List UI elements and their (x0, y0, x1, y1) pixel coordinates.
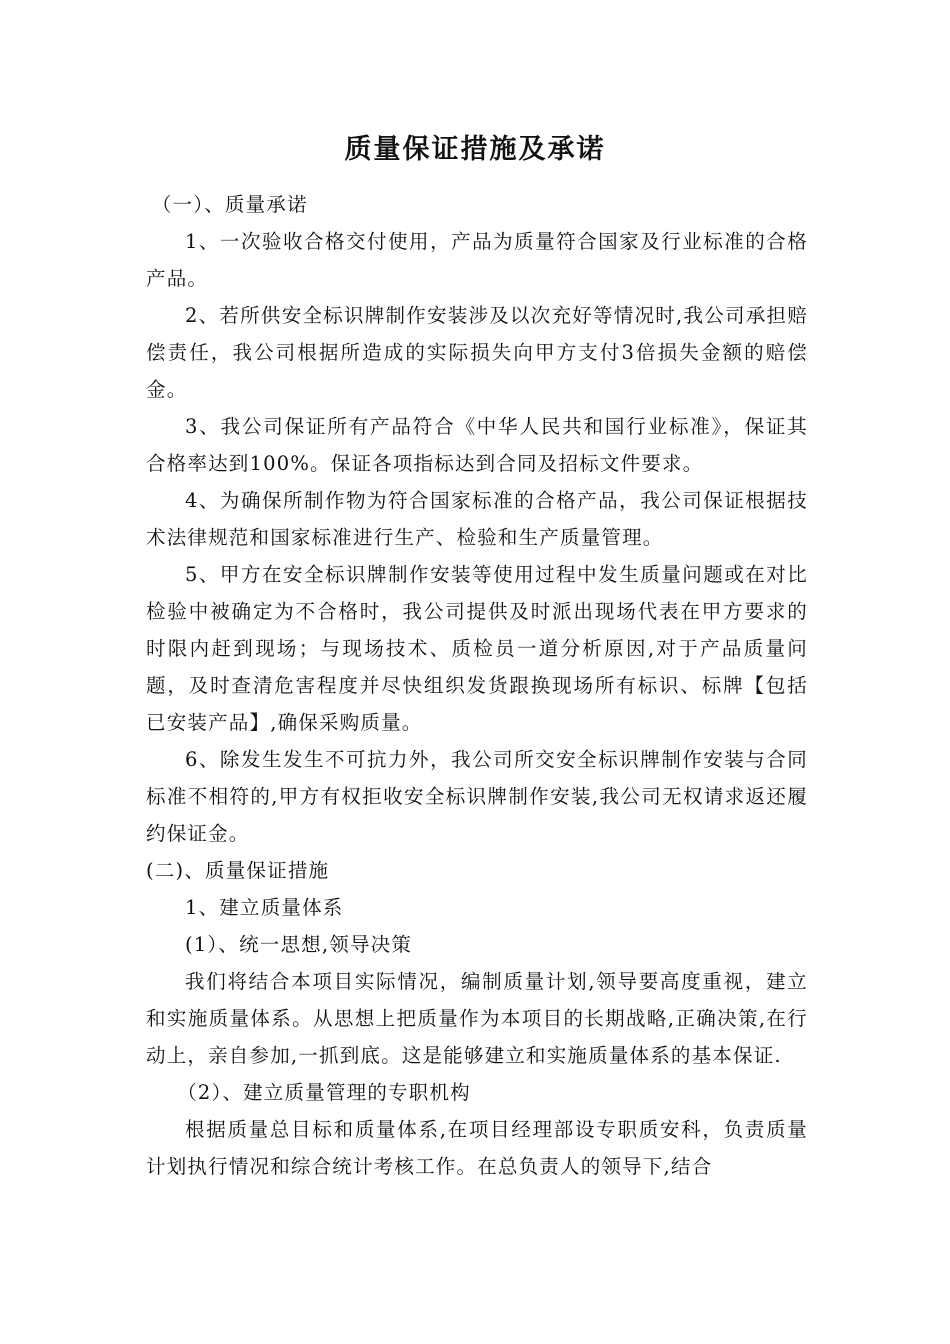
paragraph: 根据质量总目标和质量体系,在项目经理部设专职质安科，负责质量计划执行情况和综合统计考核工作。在总负责人的领导下,结合 (146, 1118, 808, 1178)
paragraph: 1、建立质量体系 (185, 896, 344, 919)
paragraph: (二)、质量保证措施 (146, 859, 330, 882)
paragraph: （一）、质量承诺 (151, 193, 308, 216)
paragraph: 我们将结合本项目实际情况，编制质量计划,领导要高度重视，建立和实施质量体系。从思想上把质量作为本项目的长期战略,正确决策,在行动上，亲自参加,一抓到底。这是能够建立和实施质量体系的基本保证. (146, 970, 808, 1067)
paragraph: 5、甲方在安全标识牌制作安装等使用过程中发生质量问题或在对比检验中被确定为不合格时，我公司提供及时派出现场代表在甲方要求的时限内赶到现场；与现场技术、质检员一道分析原因,对于产品质量问题，及时查清危害程度并尽快组织发货跟换现场所有标识、标牌【包括已安装产品】,确保采购质量。 (146, 563, 808, 734)
paragraph: 3、我公司保证所有产品符合《中华人民共和国行业标准》，保证其合格率达到100%。保证各项指标达到合同及招标文件要求。 (146, 415, 808, 475)
paragraph: 4、为确保所制作物为符合国家标准的合格产品，我公司保证根据技术法律规范和国家标准进行生产、检验和生产质量管理。 (146, 489, 808, 549)
paragraph: (1）、统一思想,领导决策 (185, 933, 413, 956)
paragraph: 6、除发生发生不可抗力外，我公司所交安全标识牌制作安装与合同标准不相符的,甲方有权拒收安全标识牌制作安装,我公司无权请求返还履约保证金。 (146, 748, 808, 845)
paragraph: （2）、建立质量管理的专职机构 (177, 1081, 471, 1104)
paragraph: 2、若所供安全标识牌制作安装涉及以次充好等情况时,我公司承担赔偿责任，我公司根据所造成的实际损失向甲方支付3倍损失金额的赔偿金。 (146, 304, 808, 401)
paragraph: 1、一次验收合格交付使用，产品为质量符合国家及行业标准的合格产品。 (146, 230, 808, 290)
document-body (146, 186, 808, 1185)
page-title: 质量保证措施及承诺 (344, 134, 606, 165)
